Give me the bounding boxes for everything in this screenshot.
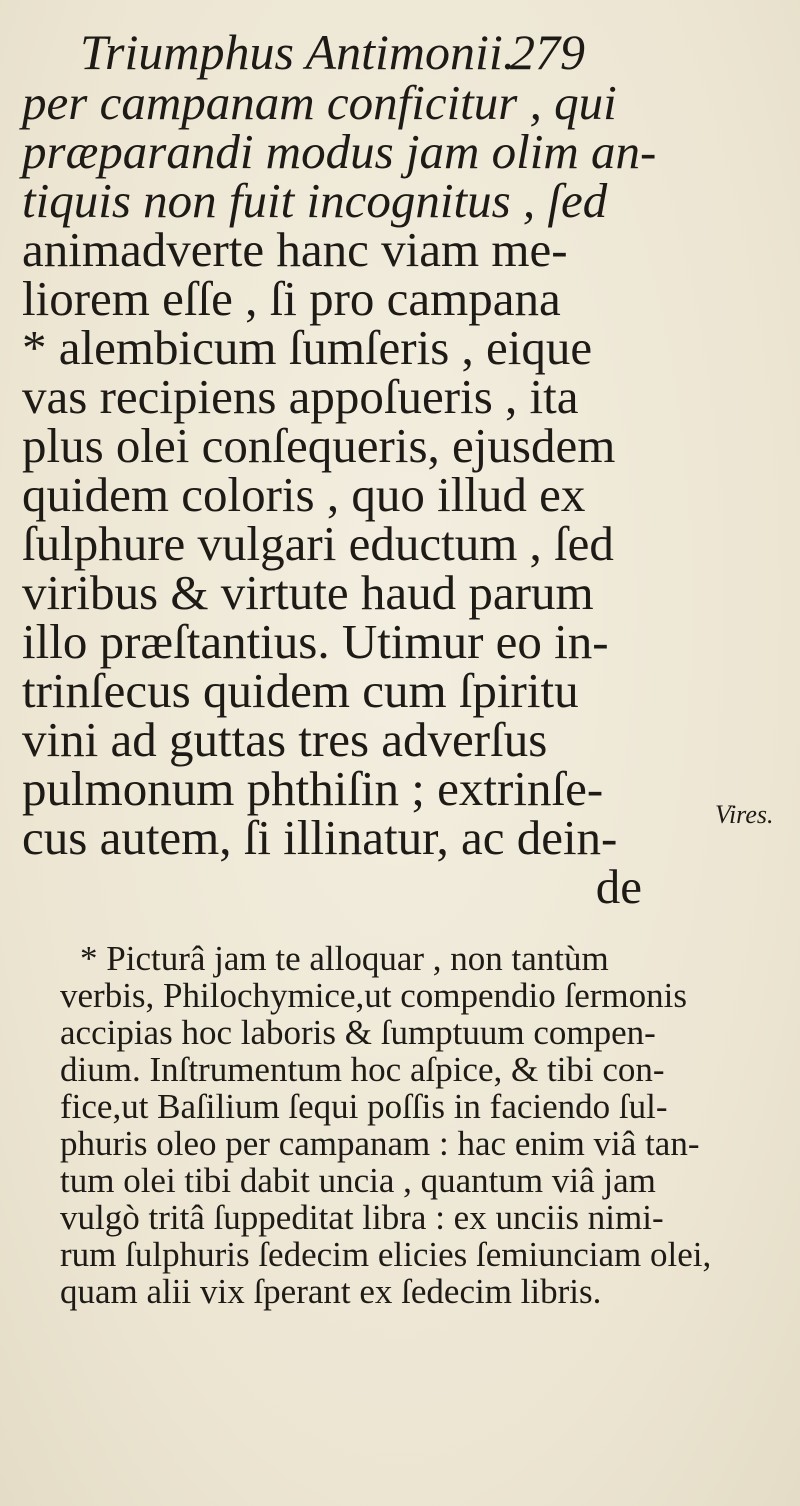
footnote-line: * Picturâ jam te alloquar , non tantùm [80, 939, 609, 978]
footnote [60, 940, 790, 1310]
footnote-line: quam alii vix ſperant ex ſedecim libris. [60, 1272, 602, 1311]
text-line: per campanam conficitur , qui [22, 75, 617, 130]
footnote-line: tum olei tibi dabit uncia , quantum viâ jam [60, 1161, 656, 1200]
footnote-line: vulgò tritâ ſuppeditat libra : ex unciis nimi- [60, 1198, 664, 1237]
footnote-line: fice,ut Baſilium ſequi poſſis in faciendo ſul- [60, 1087, 668, 1126]
text-line: liorem eſſe , ſi pro campana [22, 271, 561, 326]
text-line: tiquis non fuit incognitus , ſed [22, 173, 608, 228]
running-title: Triumphus Antimonii. [80, 24, 516, 80]
text-line: trinſecus quidem cum ſpiritu [22, 663, 579, 718]
text-line: quidem coloris , quo illud ex [22, 467, 586, 522]
footnote-line: verbis, Philochymice,ut compendio ſermonis [60, 976, 687, 1015]
text-line: ſulphure vulgari eductum , ſed [22, 516, 614, 571]
text-line: vini ad guttas tres adverſus [22, 712, 548, 767]
text-line: illo præſtantius. Utimur eo in- [22, 614, 609, 669]
text-line: animadverte hanc viam me- [22, 222, 568, 277]
catchword: de [595, 859, 642, 914]
footnote-line: rum ſulphuris ſedecim elicies ſemiunciam olei, [60, 1235, 712, 1274]
text-line: cus autem, ſi illinatur, ac dein- [22, 810, 618, 865]
main-text [22, 75, 722, 914]
page-number: 279 [510, 24, 585, 80]
marginal-note: Vires. [715, 800, 774, 829]
footnote-line: accipias hoc laboris & ſumptuum compen- [60, 1013, 656, 1052]
text-line: vas recipiens appoſueris , ita [22, 369, 579, 424]
text-line: * alembicum ſumſeris , eique [22, 320, 593, 375]
footnote-line: phuris oleo per campanam : hac enim viâ tan- [60, 1124, 700, 1163]
text-line: plus olei conſequeris, ejusdem [22, 418, 616, 473]
text-line: viribus & virtute haud parum [22, 565, 594, 620]
text-line: præparandi modus jam olim an- [22, 124, 657, 179]
text-line: pulmonum phthiſin ; extrinſe- [22, 761, 604, 816]
footnote-line: dium. Inſtrumentum hoc aſpice, & tibi con- [60, 1050, 665, 1089]
